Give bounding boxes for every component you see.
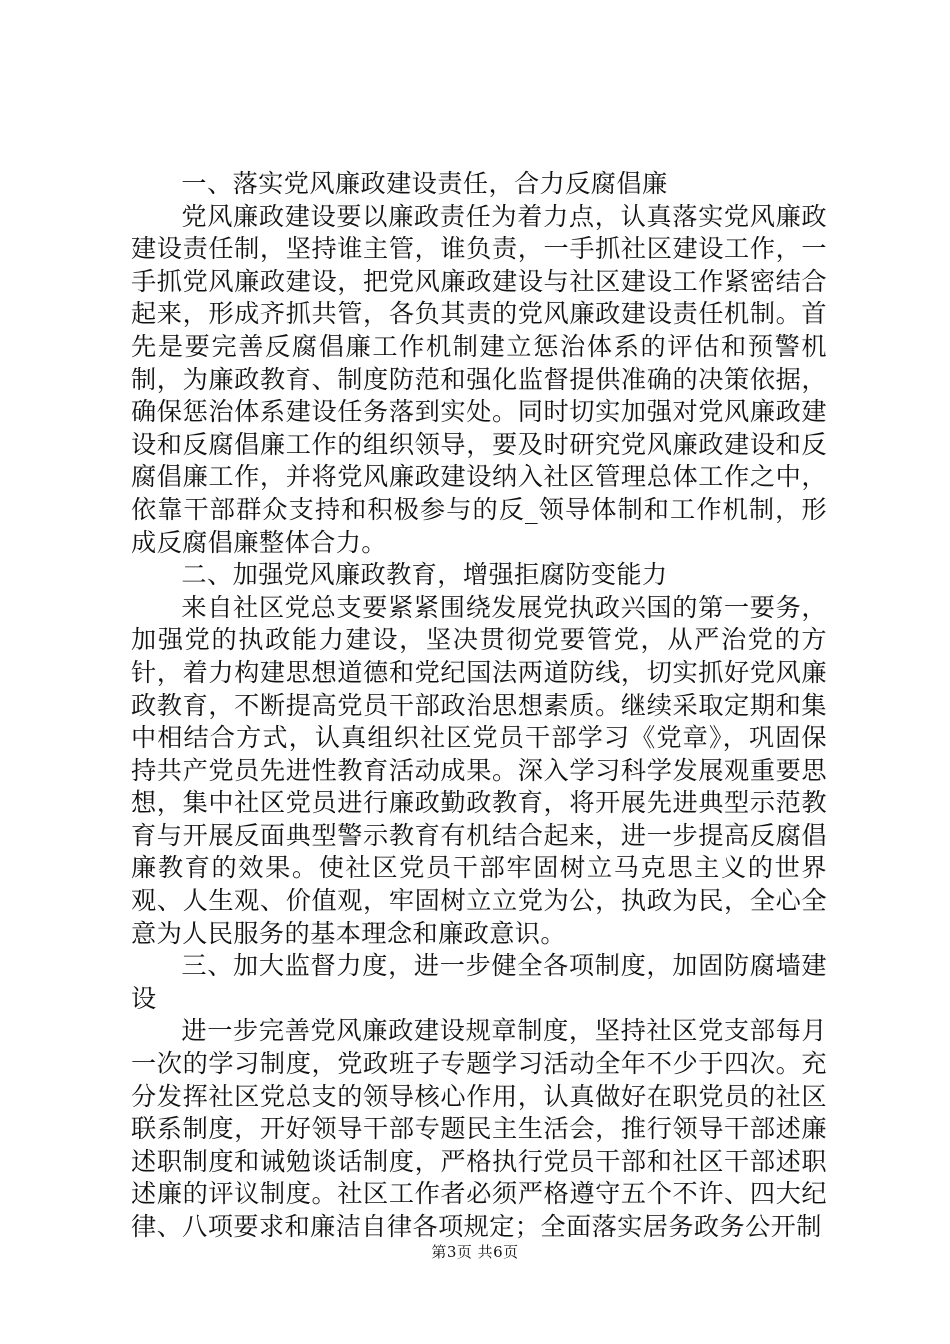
paragraph-3: 进一步完善党风廉政建设规章制度，坚持社区党支部每月一次的学习制度，党政班子专题学习活动全年不少于四次。充分发挥社区党总支的领导核心作用，认真做好在职党员的社区联系制度，开好领导干部专题民主生活会，推行领导干部述廉述职制度和诫勉谈话制度，严格执行党员干部和社区干部述职述廉的评议制度。社区工作者必须严格遵守五个不许、四大纪律、八项要求和廉洁自律各项规定；全面落实居务政务公开制 — [131, 1016, 827, 1241]
paragraph-2: 来自社区党总支要紧紧围绕发展党执政兴国的第一要务，加强党的执政能力建设，坚决贯彻党要管党，从严治党的方针，着力构建思想道德和党纪国法两道防线，切实抓好党风廉政教育，不断提高党员干部政治思想素质。继续采取定期和集中相结合方式，认真组织社区党员干部学习《党章》，巩固保持共产党员先进性教育活动成果。深入学习科学发展观重要思想，集中社区党员进行廉政勤政教育，将开展先进典型示范教育与开展反面典型警示教育有机结合起来，进一步提高反腐倡廉教育的效果。使社区党员干部牢固树立马克思主义的世界观、人生观、价值观，牢固树立立党为公，执政为民，全心全意为人民服务的基本理念和廉政意识。 — [131, 592, 827, 948]
section-heading-1: 一、落实党风廉政建设责任，合力反腐倡廉 — [181, 169, 668, 198]
page-footer: 第3页 共6页 — [431, 1243, 519, 1261]
section-heading-2: 二、加强党风廉政教育，增强拒腐防变能力 — [181, 560, 668, 590]
section-heading-3: 三、加大监督力度，进一步健全各项制度，加固防腐墙建设 — [131, 951, 827, 1013]
document-body — [131, 168, 827, 1244]
paragraph-1: 党风廉政建设要以廉政责任为着力点，认真落实党风廉政建设责任制，坚持谁主管，谁负责，一手抓社区建设工作，一手抓党风廉政建设，把党风廉政建设与社区建设工作紧密结合起来，形成齐抓共管，各负其责的党风廉政建设责任机制。首先是要完善反腐倡廉工作机制建立惩治体系的评估和预警机制，为廉政教育、制度防范和强化监督提供准确的决策依据，确保惩治体系建设任务落到实处。同时切实加强对党风廉政建设和反腐倡廉工作的组织领导，要及时研究党风廉政建设和反腐倡廉工作，并将党风廉政建设纳入社区管理总体工作之中，依靠干部群众支持和积极参与的反_领导体制和工作机制，形成反腐倡廉整体合力。 — [131, 201, 827, 557]
